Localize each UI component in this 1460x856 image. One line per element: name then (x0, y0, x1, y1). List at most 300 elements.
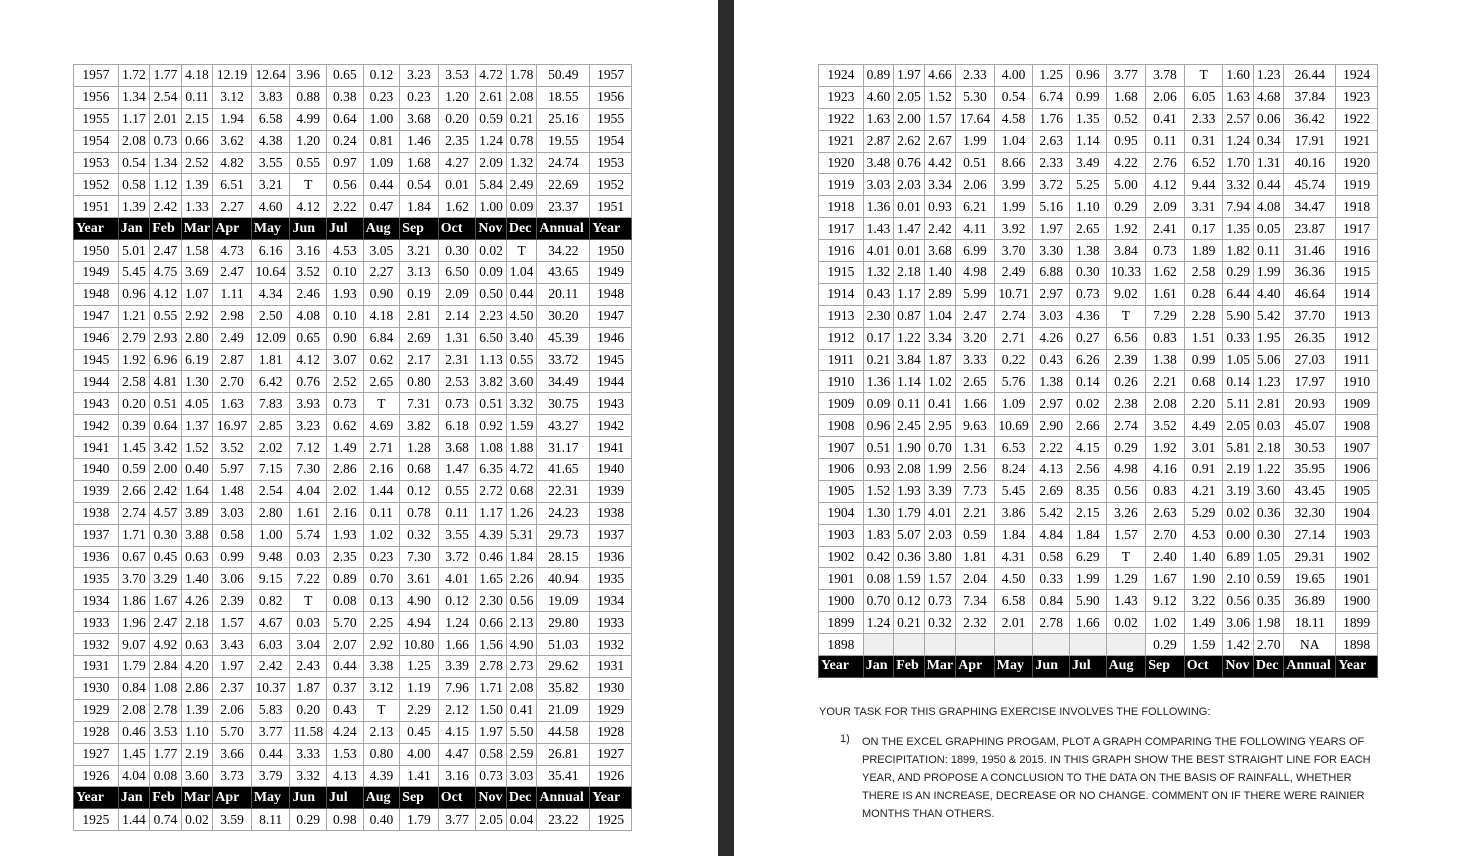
table-cell: 2.63 (1146, 502, 1185, 524)
table-row (819, 327, 1378, 349)
table-cell: 0.80 (363, 743, 400, 765)
table-cell: 0.99 (1069, 86, 1106, 108)
table-cell (994, 634, 1033, 656)
table-cell: 10.33 (1106, 262, 1146, 284)
table-cell: 5.81 (1223, 437, 1253, 459)
table-cell: 1.08 (150, 677, 182, 699)
table-cell: 0.59 (956, 524, 995, 546)
table-cell: 1.26 (506, 502, 536, 524)
table-cell: 1.34 (150, 152, 182, 174)
table-cell: 31.17 (537, 437, 590, 459)
table-cell: 2.49 (994, 262, 1033, 284)
year-cell: 1956 (590, 86, 632, 108)
table-cell: 1.99 (1069, 568, 1106, 590)
table-row (74, 305, 632, 327)
table-cell: 0.30 (1253, 524, 1283, 546)
year-cell: 1932 (590, 634, 632, 656)
year-cell: 1947 (590, 305, 632, 327)
table-cell: 1.52 (181, 437, 213, 459)
column-header: Sep (1146, 656, 1185, 678)
table-cell: 2.56 (956, 459, 995, 481)
table-cell: 24.74 (537, 152, 590, 174)
table-cell: 0.20 (118, 393, 150, 415)
table-cell: 5.30 (956, 86, 995, 108)
table-cell: 1.38 (1146, 349, 1185, 371)
table-cell: 0.54 (994, 86, 1033, 108)
year-cell: 1923 (819, 86, 864, 108)
table-cell: 1.95 (1253, 327, 1283, 349)
table-cell: 2.13 (506, 612, 536, 634)
table-cell: 2.40 (1146, 546, 1185, 568)
table-cell: 1.39 (181, 699, 213, 721)
table-cell: 1.00 (363, 108, 400, 130)
table-cell: 0.42 (863, 546, 893, 568)
table-cell: 1.38 (1069, 240, 1106, 262)
table-cell: 2.63 (1033, 130, 1070, 152)
table-row (74, 262, 632, 284)
table-cell: 2.22 (1033, 437, 1070, 459)
table-cell: 4.15 (438, 721, 476, 743)
table-cell: 50.49 (537, 65, 590, 87)
table-cell: 3.66 (213, 743, 252, 765)
table-cell: 1.99 (994, 196, 1033, 218)
table-row (74, 371, 632, 393)
column-header: Year (1336, 656, 1378, 678)
year-cell: 1949 (74, 262, 119, 284)
table-cell: 5.90 (1223, 305, 1253, 327)
table-cell (956, 634, 995, 656)
year-cell: 1933 (590, 612, 632, 634)
table-cell: 9.07 (118, 634, 150, 656)
table-cell: 4.04 (290, 480, 327, 502)
table-cell: 1.52 (863, 480, 893, 502)
table-cell: 2.30 (863, 305, 893, 327)
table-cell: 1.17 (118, 108, 150, 130)
table-cell: 2.42 (251, 656, 290, 678)
table-cell: 1.93 (894, 480, 924, 502)
table-cell: 6.89 (1223, 546, 1253, 568)
year-cell: 1911 (1336, 349, 1378, 371)
table-cell: 0.58 (476, 743, 506, 765)
table-row (74, 699, 632, 721)
table-cell: 0.11 (181, 86, 213, 108)
table-cell: 7.96 (438, 677, 476, 699)
table-cell: 9.12 (1146, 590, 1185, 612)
table-row (74, 677, 632, 699)
table-cell: 2.80 (181, 327, 213, 349)
table-cell: 2.27 (363, 262, 400, 284)
table-cell: 4.72 (506, 459, 536, 481)
table-cell: 2.66 (1069, 415, 1106, 437)
table-cell: 2.92 (181, 305, 213, 327)
table-cell: 1.84 (506, 546, 536, 568)
table-cell: 2.42 (150, 196, 182, 218)
column-header: May (251, 218, 290, 240)
table-cell: 2.03 (924, 524, 956, 546)
table-cell: 2.05 (894, 86, 924, 108)
table-cell: 3.04 (290, 634, 327, 656)
table-cell: 0.80 (400, 371, 439, 393)
table-cell: NA (1284, 634, 1336, 656)
year-cell: 1913 (819, 305, 864, 327)
table-cell: 1.20 (290, 130, 327, 152)
table-cell: 23.37 (537, 196, 590, 218)
table-cell: 3.32 (506, 393, 536, 415)
table-cell: 1.60 (1223, 65, 1253, 87)
table-cell: 1.33 (181, 196, 213, 218)
table-row (74, 86, 632, 108)
year-cell: 1920 (819, 152, 864, 174)
table-cell: 5.97 (213, 459, 252, 481)
table-cell: 0.66 (476, 612, 506, 634)
year-cell: 1947 (74, 305, 119, 327)
table-cell: 1.66 (1069, 612, 1106, 634)
table-cell: 1.87 (290, 677, 327, 699)
table-cell: 1.13 (476, 349, 506, 371)
table-cell: 5.42 (1253, 305, 1283, 327)
table-cell: 1.62 (1146, 262, 1185, 284)
table-cell: 0.56 (1223, 590, 1253, 612)
table-row (819, 437, 1378, 459)
table-cell: 1.77 (150, 65, 182, 87)
table-cell: 2.07 (327, 634, 364, 656)
table-cell: 7.30 (290, 459, 327, 481)
table-cell: 0.41 (924, 393, 956, 415)
table-cell: 3.53 (438, 65, 476, 87)
table-cell: 2.08 (506, 677, 536, 699)
column-header: Jan (118, 787, 150, 809)
year-cell: 1933 (74, 612, 119, 634)
table-cell: 0.17 (863, 327, 893, 349)
table-cell: 2.85 (251, 415, 290, 437)
precipitation-table-1925-1957 (73, 64, 632, 831)
table-cell: 3.39 (438, 656, 476, 678)
table-cell: 0.51 (863, 437, 893, 459)
table-cell: 23.87 (1284, 218, 1336, 240)
year-cell: 1931 (590, 656, 632, 678)
table-row (819, 590, 1378, 612)
table-cell: 5.42 (1033, 502, 1070, 524)
table-cell: 0.55 (506, 349, 536, 371)
table-cell: 29.31 (1284, 546, 1336, 568)
table-cell: T (363, 699, 400, 721)
table-cell: 2.19 (1223, 459, 1253, 481)
table-cell: 1.61 (290, 502, 327, 524)
table-cell: 2.56 (1069, 459, 1106, 481)
table-cell: 24.23 (537, 502, 590, 524)
table-row (74, 524, 632, 546)
year-cell: 1934 (590, 590, 632, 612)
year-cell: 1911 (819, 349, 864, 371)
table-cell: 6.35 (476, 459, 506, 481)
table-cell: 4.98 (1106, 459, 1146, 481)
year-cell: 1955 (590, 108, 632, 130)
table-cell: 2.78 (476, 656, 506, 678)
table-cell: 6.05 (1184, 86, 1223, 108)
table-cell: 45.74 (1284, 174, 1336, 196)
column-header: Apr (213, 787, 252, 809)
table-cell: 2.15 (181, 108, 213, 130)
table-cell: 1.56 (476, 634, 506, 656)
table-cell: 4.26 (181, 590, 213, 612)
table-cell: 3.16 (438, 765, 476, 787)
table-cell: 0.58 (118, 174, 150, 196)
year-cell: 1941 (74, 437, 119, 459)
table-row (819, 546, 1378, 568)
table-cell: 1.71 (476, 677, 506, 699)
year-cell: 1915 (819, 262, 864, 284)
table-cell: 2.28 (1184, 305, 1223, 327)
table-cell: 3.82 (400, 415, 439, 437)
table-cell: 10.71 (994, 283, 1033, 305)
table-cell: 0.64 (150, 415, 182, 437)
column-header: Jan (118, 218, 150, 240)
table-cell: 0.90 (363, 283, 400, 305)
table-row (74, 809, 632, 831)
table-cell: 0.30 (438, 240, 476, 262)
table-cell: 0.37 (327, 677, 364, 699)
table-cell: 2.97 (1033, 283, 1070, 305)
table-cell: 3.21 (251, 174, 290, 196)
table-cell: 2.72 (476, 480, 506, 502)
table-cell: 0.29 (290, 809, 327, 831)
table-cell: 1.24 (438, 612, 476, 634)
table-row (819, 524, 1378, 546)
table-row (74, 765, 632, 787)
table-cell: 2.08 (118, 699, 150, 721)
table-cell: 3.13 (400, 262, 439, 284)
table-cell: 2.61 (476, 86, 506, 108)
table-cell: 45.39 (537, 327, 590, 349)
table-cell: 3.55 (251, 152, 290, 174)
table-cell: 0.14 (1069, 371, 1106, 393)
table-row (819, 349, 1378, 371)
year-cell: 1898 (1336, 634, 1378, 656)
table-cell: 2.26 (506, 568, 536, 590)
table-cell: 2.41 (1146, 218, 1185, 240)
table-cell: 0.11 (1253, 240, 1283, 262)
table-cell: 8.35 (1069, 480, 1106, 502)
table-cell: 26.81 (537, 743, 590, 765)
table-cell: 0.93 (863, 459, 893, 481)
table-cell: 1.04 (994, 130, 1033, 152)
table-row (819, 240, 1378, 262)
year-cell: 1935 (74, 568, 119, 590)
table-cell: 4.34 (251, 283, 290, 305)
table-cell: 4.27 (438, 152, 476, 174)
table-cell: 4.36 (1069, 305, 1106, 327)
table-cell: 1.38 (1033, 371, 1070, 393)
table-cell: 3.34 (924, 174, 956, 196)
year-cell: 1955 (74, 108, 119, 130)
year-cell: 1914 (1336, 283, 1378, 305)
table-cell: 1.39 (118, 196, 150, 218)
year-cell: 1909 (819, 393, 864, 415)
year-cell: 1931 (74, 656, 119, 678)
table-cell: 4.75 (150, 262, 182, 284)
table-cell: 2.02 (251, 437, 290, 459)
year-cell: 1939 (590, 480, 632, 502)
table-row (74, 108, 632, 130)
table-cell: 3.83 (251, 86, 290, 108)
table-cell: 0.73 (150, 130, 182, 152)
table-cell: 0.63 (181, 634, 213, 656)
table-cell: 5.90 (1069, 590, 1106, 612)
table-cell: 1.29 (1106, 568, 1146, 590)
table-cell: 3.16 (290, 240, 327, 262)
table-cell: 0.39 (118, 415, 150, 437)
table-cell: 8.11 (251, 809, 290, 831)
table-cell: 2.70 (1146, 524, 1185, 546)
year-cell: 1915 (1336, 262, 1378, 284)
table-cell: 0.55 (438, 480, 476, 502)
table-cell: 2.09 (1146, 196, 1185, 218)
year-cell: 1925 (590, 809, 632, 831)
year-cell: 1930 (590, 677, 632, 699)
table-cell: 1.20 (438, 86, 476, 108)
table-cell: 0.89 (327, 568, 364, 590)
year-cell: 1920 (1336, 152, 1378, 174)
table-cell: 4.18 (363, 305, 400, 327)
table-cell: 1.40 (924, 262, 956, 284)
table-cell: 0.91 (1184, 459, 1223, 481)
year-cell: 1902 (819, 546, 864, 568)
table-cell: 0.95 (1106, 130, 1146, 152)
table-row (74, 65, 632, 87)
table-cell: 1.44 (118, 809, 150, 831)
table-cell: 4.39 (363, 765, 400, 787)
year-cell: 1918 (1336, 196, 1378, 218)
table-cell: 1.53 (327, 743, 364, 765)
year-cell: 1903 (1336, 524, 1378, 546)
table-cell: 17.91 (1284, 130, 1336, 152)
table-cell: 6.42 (251, 371, 290, 393)
table-cell: T (363, 393, 400, 415)
table-cell: 31.46 (1284, 240, 1336, 262)
table-cell: 41.65 (537, 459, 590, 481)
table-cell: 34.47 (1284, 196, 1336, 218)
table-cell: 1.70 (1223, 152, 1253, 174)
column-header: Jan (863, 656, 893, 678)
table-cell: 3.53 (150, 721, 182, 743)
table-cell: 2.42 (924, 218, 956, 240)
table-cell: 4.08 (1253, 196, 1283, 218)
table-cell: 2.42 (150, 480, 182, 502)
table-cell: 2.30 (476, 590, 506, 612)
table-cell: 0.46 (118, 721, 150, 743)
table-cell: 2.18 (181, 612, 213, 634)
table-cell: 2.69 (400, 327, 439, 349)
table-cell: 2.35 (327, 546, 364, 568)
table-cell: 2.74 (118, 502, 150, 524)
table-cell: 0.56 (506, 590, 536, 612)
table-cell: 5.76 (994, 371, 1033, 393)
table-cell: 0.03 (290, 612, 327, 634)
year-cell: 1937 (590, 524, 632, 546)
table-cell: 3.33 (290, 743, 327, 765)
table-cell: 4.99 (290, 108, 327, 130)
table-cell: 1.63 (1223, 86, 1253, 108)
table-cell: 3.60 (181, 765, 213, 787)
table-cell: 3.07 (327, 349, 364, 371)
year-cell: 1951 (74, 196, 119, 218)
table-cell: 2.10 (1223, 568, 1253, 590)
table-cell: 0.23 (363, 86, 400, 108)
table-cell: 16.97 (213, 415, 252, 437)
table-cell: 1.79 (894, 502, 924, 524)
year-cell: 1899 (819, 612, 864, 634)
table-cell: 1.94 (213, 108, 252, 130)
table-cell: 4.00 (400, 743, 439, 765)
column-header: Sep (400, 218, 439, 240)
table-cell: 3.06 (1223, 612, 1253, 634)
table-cell: 2.69 (1033, 480, 1070, 502)
table-cell: 4.60 (863, 86, 893, 108)
table-cell: 37.84 (1284, 86, 1336, 108)
column-header: Year (74, 787, 119, 809)
table-cell: 2.21 (956, 502, 995, 524)
column-header: Annual (537, 787, 590, 809)
table-cell: 0.84 (1033, 590, 1070, 612)
table-cell: 0.02 (476, 240, 506, 262)
table-cell: 0.20 (290, 699, 327, 721)
table-cell: 3.49 (1069, 152, 1106, 174)
year-cell: 1941 (590, 437, 632, 459)
table-cell: 40.16 (1284, 152, 1336, 174)
table-cell: 0.68 (506, 480, 536, 502)
table-cell: 2.04 (956, 568, 995, 590)
table-cell: 1.49 (1184, 612, 1223, 634)
table-cell: 0.96 (118, 283, 150, 305)
year-cell: 1921 (819, 130, 864, 152)
table-cell: 3.72 (438, 546, 476, 568)
table-cell: 2.13 (363, 721, 400, 743)
table-cell: 4.57 (150, 502, 182, 524)
table-cell: 1.08 (476, 437, 506, 459)
table-cell: 0.12 (400, 480, 439, 502)
year-cell: 1919 (1336, 174, 1378, 196)
table-cell: 6.51 (213, 174, 252, 196)
table-cell: 4.82 (213, 152, 252, 174)
table-cell: 34.49 (537, 371, 590, 393)
table-cell: 0.70 (924, 437, 956, 459)
table-cell (1033, 634, 1070, 656)
table-cell: 2.05 (1223, 415, 1253, 437)
table-cell: 0.05 (1253, 218, 1283, 240)
year-cell: 1912 (1336, 327, 1378, 349)
table-cell: 0.50 (476, 283, 506, 305)
table-cell: 0.47 (363, 196, 400, 218)
table-cell: 2.93 (150, 327, 182, 349)
table-cell: 1.09 (363, 152, 400, 174)
table-cell: 1.00 (251, 524, 290, 546)
table-cell: 1.10 (181, 721, 213, 743)
year-cell: 1953 (590, 152, 632, 174)
table-cell: 9.02 (1106, 283, 1146, 305)
table-cell: 3.12 (363, 677, 400, 699)
table-cell: 5.31 (506, 524, 536, 546)
column-header: Feb (894, 656, 924, 678)
table-cell: 18.55 (537, 86, 590, 108)
table-cell (1069, 634, 1106, 656)
table-cell: 1.98 (1253, 612, 1283, 634)
table-cell: 2.71 (994, 327, 1033, 349)
table-cell: 4.92 (150, 634, 182, 656)
table-cell: 29.73 (537, 524, 590, 546)
table-row (74, 174, 632, 196)
table-cell: 3.38 (363, 656, 400, 678)
table-cell: 0.93 (924, 196, 956, 218)
